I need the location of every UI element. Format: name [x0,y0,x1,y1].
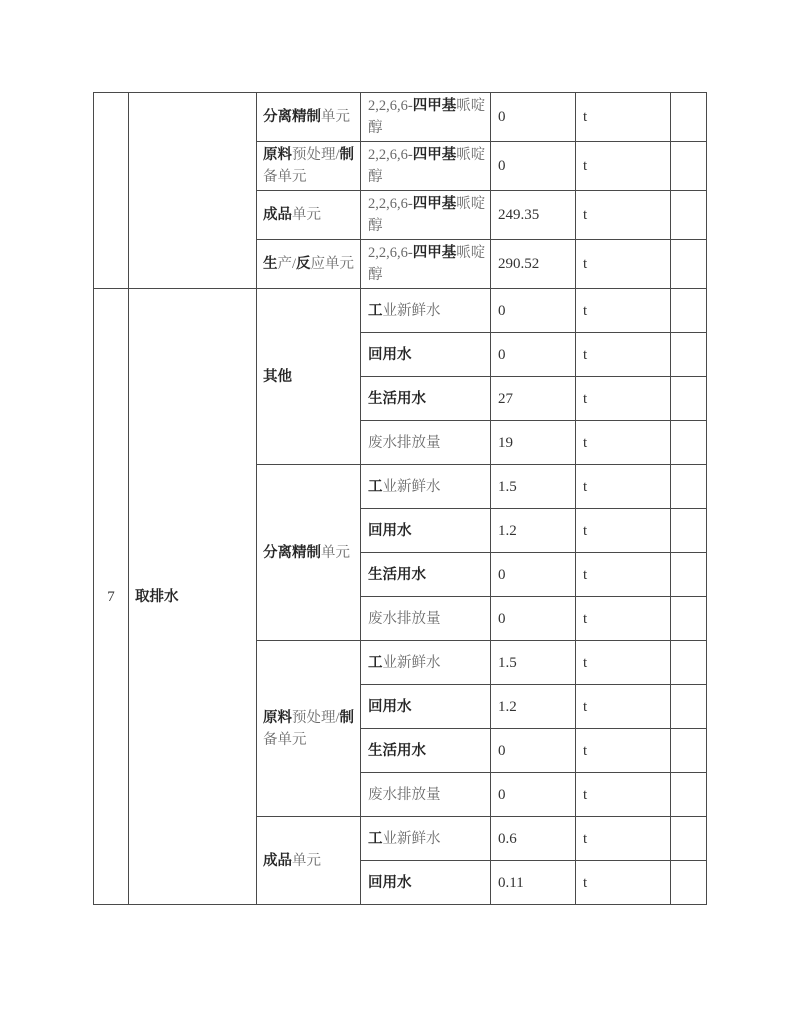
text-segment: 制 [339,147,355,163]
item-cell [361,465,491,509]
text-segment: 四甲基 [412,245,457,261]
value-cell: 19 [491,421,576,465]
text-segment: 工 [368,302,383,319]
empty-cell [671,641,707,685]
value-cell: 0 [491,333,576,377]
value-cell: 0.11 [491,861,576,905]
row-number-cell: 7 [94,289,129,905]
value-cell: 0 [491,729,576,773]
unit-cell [257,191,361,240]
empty-cell [671,729,707,773]
value-cell: 1.2 [491,509,576,553]
unit-cell [257,289,361,465]
measure-cell: t [576,729,671,773]
text-segment: 备单元 [263,169,307,185]
value-cell: 0 [491,553,576,597]
text-segment: 单元 [292,852,321,869]
text-segment: 废水排放量 [368,610,441,627]
text-segment: 工 [368,830,383,847]
text-segment: 成品 [263,207,292,223]
text-segment: 业新鲜水 [382,654,441,671]
value-cell: 0 [491,597,576,641]
value-cell: 1.5 [491,465,576,509]
text-segment: 2,2,6,6- [368,98,413,114]
text-segment: 哌啶醇 [368,98,486,136]
measure-cell: t [576,553,671,597]
unit-cell [257,641,361,817]
text-segment: 业新鲜水 [382,302,441,319]
empty-cell [671,240,707,289]
text-segment: 成品 [263,852,292,869]
value-cell: 0 [491,773,576,817]
text-segment: 分离精制 [263,544,321,561]
text-segment: 哌啶醇 [368,196,486,234]
text-segment: 分离精制 [263,109,321,125]
measure-cell: t [576,685,671,729]
text-segment: 回用水 [368,874,412,891]
empty-cell [671,553,707,597]
category-cell [129,93,257,289]
text-segment: 回用水 [368,346,412,363]
text-segment: 单元 [321,109,350,125]
item-cell [361,817,491,861]
measure-cell: t [576,465,671,509]
value-cell: 0.6 [491,817,576,861]
value-cell: 1.2 [491,685,576,729]
text-segment: 产/ [277,256,297,272]
text-segment: 应单元 [310,256,355,272]
measure-cell: t [576,509,671,553]
item-cell [361,142,491,191]
water-intake-discharge-table [93,92,707,905]
text-segment: 哌啶醇 [368,147,486,185]
text-segment: 反 [296,256,311,272]
row-number-cell [94,93,129,289]
item-cell [361,289,491,333]
item-cell [361,729,491,773]
empty-cell [671,773,707,817]
measure-cell: t [576,861,671,905]
measure-cell: t [576,597,671,641]
text-segment: 哌啶醇 [368,245,486,283]
value-cell: 0 [491,93,576,142]
measure-cell: t [576,773,671,817]
value-cell: 290.52 [491,240,576,289]
text-segment: 其他 [263,368,292,385]
text-segment: 原料 [263,709,292,726]
table-row [94,93,707,142]
measure-cell: t [576,817,671,861]
item-cell [361,685,491,729]
text-segment: 四甲基 [412,98,457,114]
item-cell [361,421,491,465]
table-row [94,289,707,333]
item-cell [361,93,491,142]
empty-cell [671,93,707,142]
text-segment: 废水排放量 [368,786,441,803]
item-cell [361,597,491,641]
empty-cell [671,817,707,861]
empty-cell [671,333,707,377]
value-cell: 0 [491,289,576,333]
text-segment: 2,2,6,6- [368,147,413,163]
empty-cell [671,289,707,333]
unit-cell [257,817,361,905]
text-segment: 生活用水 [368,742,426,759]
text-segment: 生活用水 [368,566,426,583]
item-cell [361,773,491,817]
empty-cell [671,377,707,421]
text-segment: 废水排放量 [368,434,441,451]
unit-cell [257,142,361,191]
measure-cell: t [576,421,671,465]
text-segment: 2,2,6,6- [368,245,413,261]
value-cell: 249.35 [491,191,576,240]
empty-cell [671,421,707,465]
measure-cell: t [576,289,671,333]
text-segment: 预处理/ [292,709,340,726]
unit-cell [257,93,361,142]
text-segment: 业新鲜水 [382,830,441,847]
text-segment: 单元 [321,544,350,561]
measure-cell: t [576,377,671,421]
text-segment: 回用水 [368,522,412,539]
value-cell: 27 [491,377,576,421]
measure-cell: t [576,142,671,191]
text-segment: 工 [368,654,383,671]
item-cell [361,333,491,377]
item-cell [361,861,491,905]
empty-cell [671,597,707,641]
measure-cell: t [576,240,671,289]
empty-cell [671,191,707,240]
empty-cell [671,465,707,509]
item-cell [361,553,491,597]
empty-cell [671,142,707,191]
text-segment: 单元 [292,207,321,223]
text-segment: 备单元 [263,731,307,748]
text-segment: 生活用水 [368,390,426,407]
text-segment: 工 [368,478,383,495]
empty-cell [671,509,707,553]
text-segment: 生 [263,256,278,272]
measure-cell: t [576,191,671,240]
empty-cell [671,861,707,905]
unit-cell [257,465,361,641]
text-segment: 取排水 [135,588,179,605]
text-segment: 四甲基 [412,147,457,163]
text-segment: 四甲基 [412,196,457,212]
item-cell [361,377,491,421]
category-cell [129,289,257,905]
measure-cell: t [576,93,671,142]
unit-cell [257,240,361,289]
value-cell: 0 [491,142,576,191]
text-segment: 预处理/ [292,147,340,163]
text-segment: 制 [339,709,355,726]
text-segment: 2,2,6,6- [368,196,413,212]
item-cell [361,191,491,240]
item-cell [361,240,491,289]
measure-cell: t [576,333,671,377]
item-cell [361,641,491,685]
value-cell: 1.5 [491,641,576,685]
text-segment: 原料 [263,147,292,163]
measure-cell: t [576,641,671,685]
empty-cell [671,685,707,729]
text-segment: 业新鲜水 [382,478,441,495]
text-segment: 回用水 [368,698,412,715]
item-cell [361,509,491,553]
